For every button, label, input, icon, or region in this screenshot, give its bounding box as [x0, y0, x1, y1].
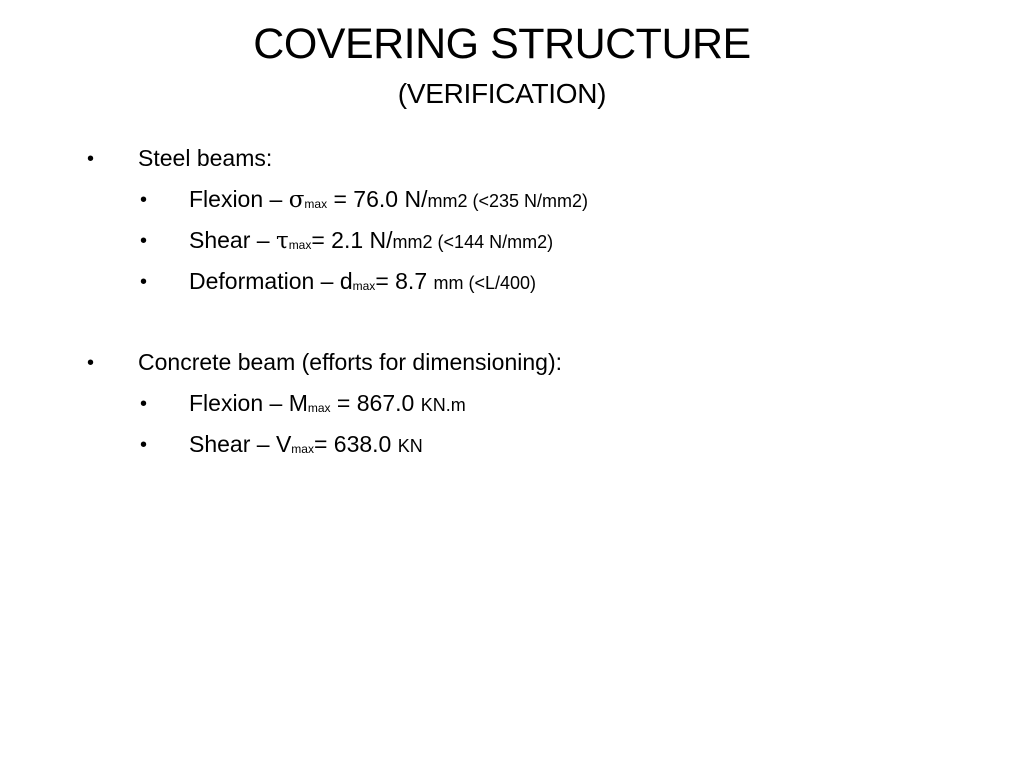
- steel-deformation-subscript: max: [352, 279, 376, 293]
- concrete-shear-item: [189, 429, 423, 463]
- concrete-shear-subscript: max: [291, 442, 314, 456]
- steel-flexion-item: [189, 184, 588, 218]
- steel-shear-subscript: max: [288, 238, 312, 252]
- concrete-flexion-subscript: max: [307, 401, 331, 415]
- slide-subtitle: (VERIFICATION): [397, 78, 607, 109]
- steel-deformation-value: = 8.7: [375, 268, 434, 294]
- steel-flexion-label: Flexion –: [189, 186, 289, 212]
- concrete-flexion-item: [189, 388, 466, 422]
- steel-beams-heading: Steel beams:: [138, 145, 273, 171]
- concrete-shear-value: = 638.0: [313, 431, 398, 457]
- steel-shear-item: [189, 225, 553, 259]
- steel-deformation-label: Deformation – d: [189, 268, 353, 294]
- bullet-icon: •: [87, 352, 95, 374]
- steel-shear-value: = 2.1 N/: [311, 227, 393, 253]
- bullet-icon: •: [140, 393, 148, 415]
- slide-title: COVERING STRUCTURE: [253, 20, 751, 68]
- steel-shear-label: Shear –: [189, 227, 276, 253]
- concrete-shear-unit: KN: [397, 436, 423, 456]
- concrete-flexion-unit: KN.m: [420, 395, 466, 415]
- tau-symbol: τ: [275, 228, 289, 254]
- bullet-icon: •: [140, 230, 148, 252]
- bullet-icon: •: [140, 434, 148, 456]
- concrete-flexion-value: = 867.0: [330, 390, 421, 416]
- concrete-beam-heading: Concrete beam (efforts for dimensioning):: [138, 349, 562, 375]
- steel-deformation-unit: mm (<L/400): [433, 273, 537, 293]
- concrete-shear-label: Shear – V: [189, 431, 292, 457]
- bullet-icon: •: [87, 148, 95, 170]
- steel-flexion-unit: mm2 (<235 N/mm2): [427, 191, 589, 211]
- steel-flexion-subscript: max: [304, 197, 328, 211]
- sigma-symbol: σ: [288, 187, 305, 213]
- bullet-icon: •: [140, 189, 148, 211]
- steel-flexion-value: = 76.0 N/: [327, 186, 428, 212]
- steel-deformation-item: [189, 266, 536, 300]
- bullet-icon: •: [140, 271, 148, 293]
- steel-shear-unit: mm2 (<144 N/mm2): [392, 232, 554, 252]
- concrete-flexion-label: Flexion – M: [189, 390, 308, 416]
